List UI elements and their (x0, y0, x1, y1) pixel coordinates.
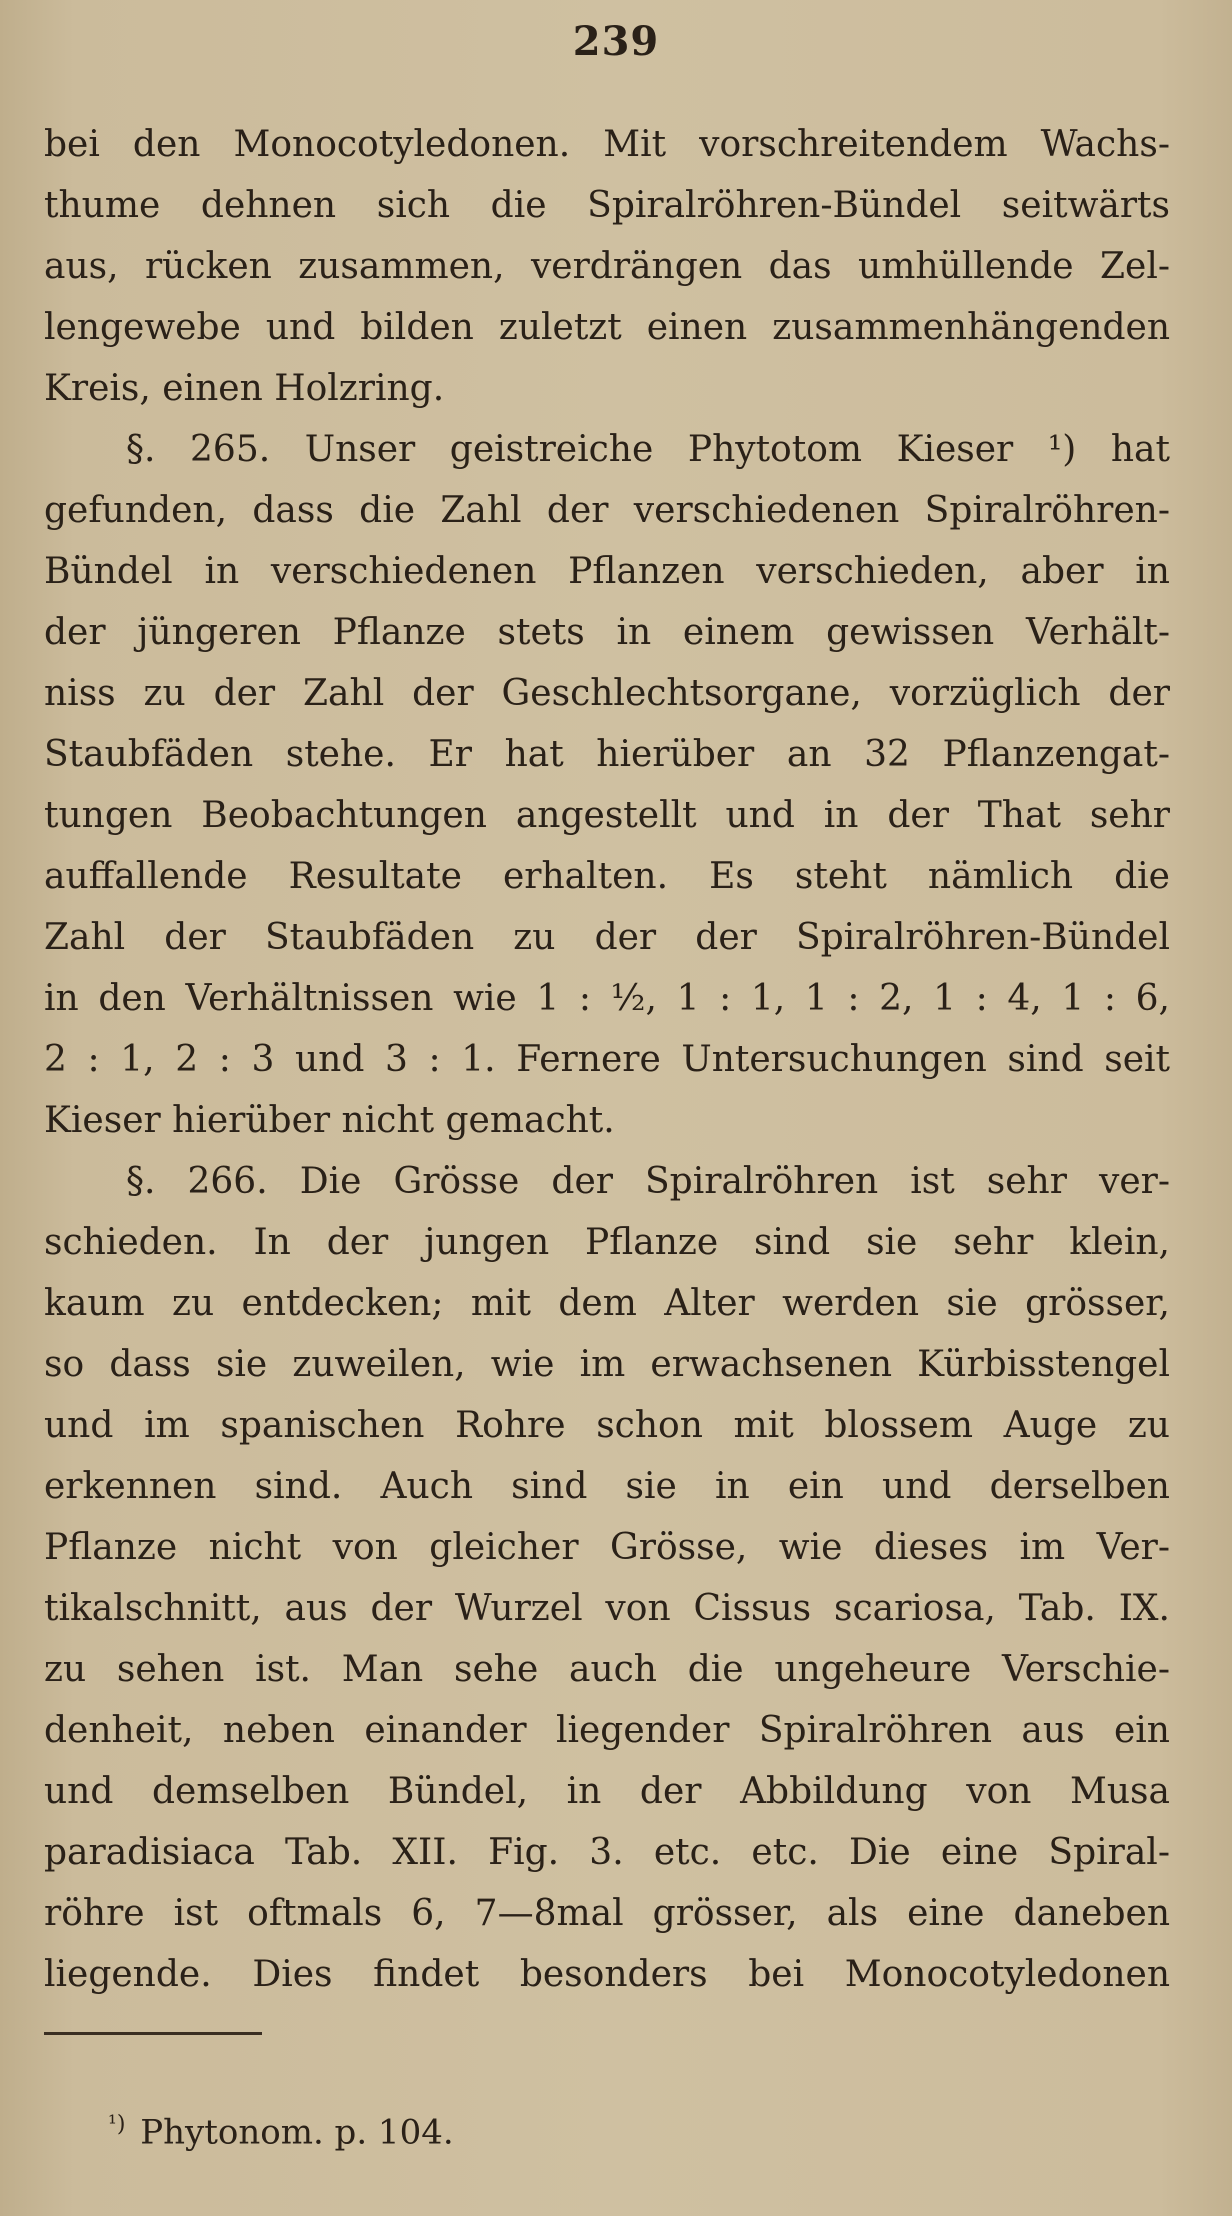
text-line: paradisiaca Tab. XII. Fig. 3. etc. etc. Die eine Spiral- (44, 1832, 1170, 1873)
text-line: tikalschnitt, aus der Wurzel von Cissus scariosa, Tab. IX. (44, 1588, 1170, 1629)
text-line: §. 265. Unser geistreiche Phytotom Kieser ¹) hat (126, 429, 1170, 470)
text-line: thume dehnen sich die Spiralröhren-Bündel seitwärts (44, 185, 1170, 226)
text-line: zu sehen ist. Man sehe auch die ungeheure Verschie- (44, 1649, 1170, 1690)
text-line: und demselben Bündel, in der Abbildung von Musa (44, 1771, 1170, 1812)
text-line: Bündel in verschiedenen Pflanzen verschieden, aber in (44, 551, 1170, 592)
text-line: Pflanze nicht von gleicher Grösse, wie dieses im Ver- (44, 1527, 1170, 1568)
page-number: 239 (572, 18, 660, 65)
text-line: §. 266. Die Grösse der Spiralröhren ist sehr ver- (126, 1161, 1170, 1202)
footnote (108, 2100, 454, 2157)
text-line: und im spanischen Rohre schon mit blossem Auge zu (44, 1405, 1170, 1446)
text-line: kaum zu entdecken; mit dem Alter werden sie grösser, (44, 1283, 1170, 1324)
text-line: 2 : 1, 2 : 3 und 3 : 1. Fernere Untersuchungen sind seit (44, 1039, 1170, 1080)
text-line: Kreis, einen Holzring. (44, 368, 445, 409)
footnote-marker: ¹) (108, 2112, 126, 2137)
text-line: bei den Monocotyledonen. Mit vorschreitendem Wachs- (44, 124, 1170, 165)
text-line: in den Verhältnissen wie 1 : ½, 1 : 1, 1 : 2, 1 : 4, 1 : 6, (44, 978, 1170, 1019)
text-line: erkennen sind. Auch sind sie in ein und derselben (44, 1466, 1170, 1507)
text-line: Zahl der Staubfäden zu der der Spiralröhren-Bündel (44, 917, 1170, 958)
text-line: der jüngeren Pflanze stets in einem gewissen Verhält- (44, 612, 1170, 653)
text-line: liegende. Dies findet besonders bei Monocotyledonen (44, 1954, 1170, 1995)
text-line: auffallende Resultate erhalten. Es steht nämlich die (44, 856, 1170, 897)
body-text (44, 114, 1170, 2005)
text-line: tungen Beobachtungen angestellt und in der That sehr (44, 795, 1170, 836)
text-line: gefunden, dass die Zahl der verschiedenen Spiralröhren- (44, 490, 1170, 531)
text-line: niss zu der Zahl der Geschlechtsorgane, vorzüglich der (44, 673, 1170, 714)
text-line: Kieser hierüber nicht gemacht. (44, 1100, 615, 1141)
footnote-separator (44, 2032, 262, 2035)
text-line: aus, rücken zusammen, verdrängen das umhüllende Zel- (44, 246, 1170, 287)
text-line: Staubfäden stehe. Er hat hierüber an 32 Pflanzengat- (44, 734, 1170, 775)
text-line: denheit, neben einander liegender Spiralröhren aus ein (44, 1710, 1170, 1751)
text-line: schieden. In der jungen Pflanze sind sie sehr klein, (44, 1222, 1170, 1263)
footnote-text: Phytonom. p. 104. (140, 2112, 454, 2153)
text-line: lengewebe und bilden zuletzt einen zusammenhängenden (44, 307, 1170, 348)
text-line: so dass sie zuweilen, wie im erwachsenen Kürbisstengel (44, 1344, 1170, 1385)
text-line: röhre ist oftmals 6, 7—8mal grösser, als eine daneben (44, 1893, 1170, 1934)
